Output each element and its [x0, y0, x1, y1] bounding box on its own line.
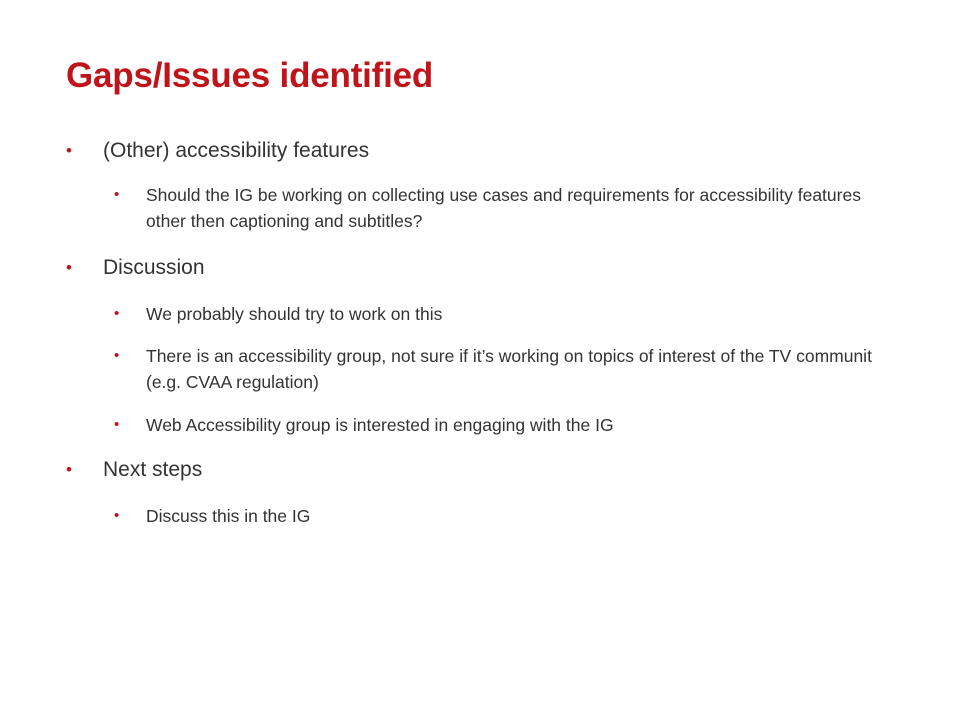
section-label: Discussion: [103, 256, 205, 279]
section-label: (Other) accessibility features: [103, 139, 370, 162]
bullet-icon: •: [66, 460, 72, 479]
sub-bullet: [66, 503, 886, 529]
bullet-icon: •: [66, 141, 72, 160]
sub-bullet-text: Should the IG be working on collecting use cases and requirements for accessibility features other then captioning and subtitles?: [146, 185, 861, 231]
sub-bullet-text: Web Accessibility group is interested in engaging with the IG: [146, 415, 614, 435]
bullet-icon: •: [66, 258, 72, 277]
slide-title: Gaps/Issues identified: [66, 56, 434, 95]
bullet-icon: •: [114, 507, 120, 524]
sub-bullet: [66, 412, 886, 438]
section-other-accessibility: [66, 136, 886, 166]
section-next-steps: [66, 455, 886, 485]
section-label: Next steps: [103, 458, 203, 481]
sub-bullet: [66, 301, 886, 327]
sub-bullet: [66, 182, 886, 234]
bullet-icon: •: [114, 347, 120, 364]
section-discussion: [66, 253, 886, 283]
sub-bullet-text: We probably should try to work on this: [146, 304, 443, 324]
bullet-icon: •: [114, 416, 120, 433]
sub-bullet-text: Discuss this in the IG: [146, 506, 311, 526]
bullet-list: [66, 136, 886, 529]
bullet-icon: •: [114, 186, 120, 203]
bullet-icon: •: [114, 305, 120, 322]
sub-bullet-text: There is an accessibility group, not sure if it’s working on topics of interest of the TV communit (e.g. CVAA regulation): [146, 346, 872, 392]
sub-bullet: [66, 343, 886, 395]
